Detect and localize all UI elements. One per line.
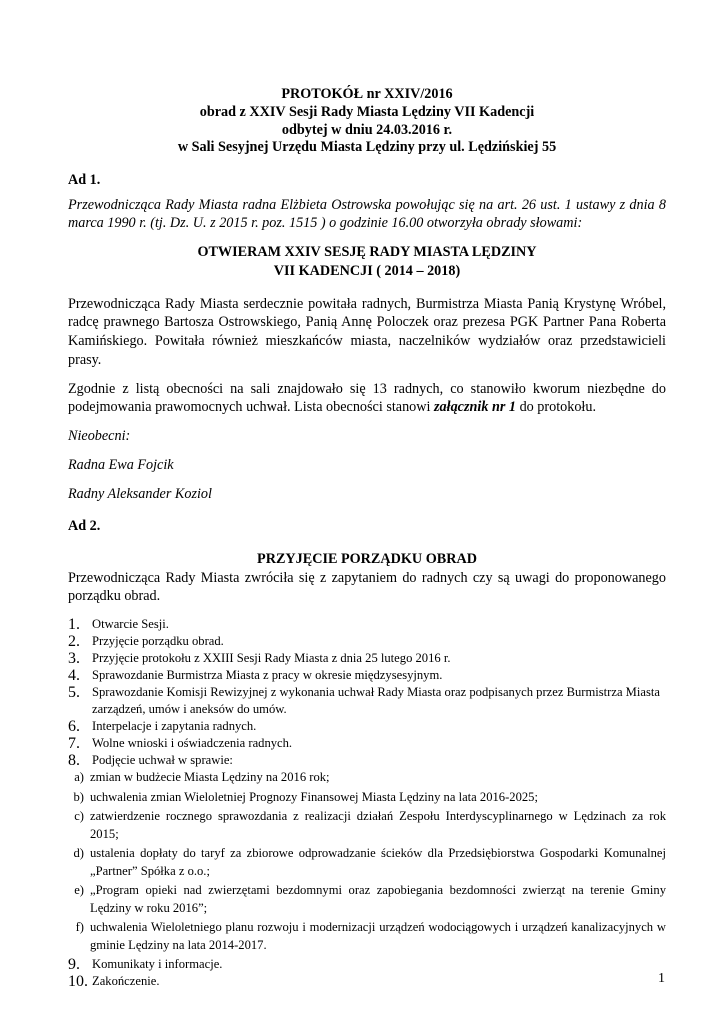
item-text: Otwarcie Sesji. [92, 617, 169, 632]
sub-text: ustalenia dopłaty do taryf za zbiorowe odprowadzanie ścieków dla Przedsiębiorstwa Gospodarki Komunalnej „Partner” Spółka z o.o.; [90, 846, 666, 878]
ad2-title: PRZYJĘCIE PORZĄDKU OBRAD [257, 551, 477, 568]
list-item [68, 667, 666, 684]
list-item [68, 633, 666, 650]
item-text: Zakończenie. [92, 974, 160, 989]
ad1-label: Ad 1. [68, 172, 101, 188]
protocol-title: PROTOKÓŁ nr XXIV/2016 [281, 86, 453, 102]
sub-text: uchwalenia Wieloletniego planu rozwoju i modernizacji urządzeń wodociągowych i urządzeń kanalizacyjnych w gminie Lędziny na lata 2014-2017. [90, 920, 666, 952]
sub-text: uchwalenia zmian Wieloletniej Prognozy Finansowej Miasta Lędziny na lata 2016-2025; [90, 789, 538, 804]
item-text: Komunikaty i informacje. [92, 957, 223, 972]
item-number: 10. [68, 973, 88, 991]
sub-letter: a) [74, 770, 84, 785]
item-number: 8. [68, 752, 80, 770]
sub-text: zmian w budżecie Miasta Lędziny na 2016 rok; [90, 770, 330, 785]
sub-text: zatwierdzenie rocznego sprawozdania z realizacji działań Zespołu Interdyscyplinarnego w Lędzinach za rok 2015; [90, 809, 666, 841]
item-text: Przyjęcie protokołu z XXIII Sesji Rady Miasta z dnia 25 lutego 2016 r. [92, 651, 451, 666]
document-page [68, 86, 666, 990]
attachment-reference: załącznik nr 1 [434, 399, 517, 416]
sublist-item [68, 808, 666, 843]
page-number: 1 [658, 970, 665, 986]
resolution-sublist [68, 769, 666, 954]
item-number: 4. [68, 667, 80, 685]
protocol-subtitle: obrad z XXIV Sesji Rady Miasta Lędziny VII Kadencji [199, 103, 535, 120]
protocol-date: odbytej w dniu 24.03.2016 r. [281, 121, 453, 138]
opening-line-2: VII KADENCJI ( 2014 – 2018) [273, 262, 461, 279]
absent-label: Nieobecni: [68, 428, 131, 445]
quorum-text-end: do protokołu. [516, 399, 597, 416]
list-item [68, 650, 666, 667]
quorum-paragraph [68, 380, 666, 417]
item-number: 2. [68, 633, 80, 651]
absent-person-2: Radny Aleksander Koziol [68, 485, 212, 502]
item-number: 6. [68, 718, 80, 736]
item-text: Wolne wnioski i oświadczenia radnych. [92, 736, 293, 751]
list-item [68, 735, 666, 752]
ad2-label: Ad 2. [68, 518, 101, 535]
ad2-intro: Przewodnicząca Rady Miasta zwróciła się z zapytaniem do radnych czy są uwagi do proponowanego porządku obrad. [68, 569, 666, 605]
sublist-item [68, 919, 666, 954]
item-number: 9. [68, 956, 80, 974]
item-number: 3. [68, 650, 80, 668]
sublist-item [68, 789, 666, 807]
agenda-list [68, 616, 666, 990]
list-item [68, 752, 666, 769]
sublist-item [68, 769, 666, 787]
list-item [68, 616, 666, 633]
list-item [68, 973, 666, 990]
sublist-item [68, 882, 666, 917]
opening-line-1: OTWIERAM XXIV SESJĘ RADY MIASTA LĘDZINY [197, 244, 537, 261]
item-text: Przyjęcie porządku obrad. [92, 634, 224, 649]
sub-text: „Program opieki nad zwierzętami bezdomnymi oraz zapobiegania bezdomności zwierząt na terenie Gminy Lędziny w roku 2016”; [90, 883, 666, 915]
protocol-header [68, 86, 666, 157]
list-item [68, 684, 666, 718]
sublist-item [68, 845, 666, 880]
item-text: Sprawozdanie Komisji Rewizyjnej z wykonania uchwał Rady Miasta oraz podpisanych przez Burmistrza Miasta zarządzeń, umów i aneksów do umów. [92, 685, 660, 717]
item-number: 5. [68, 684, 80, 702]
sub-letter: c) [74, 809, 84, 824]
quorum-text: Zgodnie z listą obecności na sali znajdowało się 13 radnych, co stanowiło kworum niezbędne do podejmowania prawomocnych uchwał. Lista obecności stanowi [68, 380, 666, 416]
absent-person-1: Radna Ewa Fojcik [68, 456, 174, 473]
sub-letter: e) [74, 883, 84, 898]
list-item [68, 718, 666, 735]
list-item [68, 956, 666, 973]
item-number: 7. [68, 735, 80, 753]
welcome-paragraph: Przewodnicząca Rady Miasta serdecznie powitała radnych, Burmistrza Miasta Panią Krystynę Wróbel, radcę prawnego Bartosza Ostrowskiego, Panią Annę Poloczek oraz prezesa PGK Partner Pana Roberta Kamińskiego. Powitała również mieszkańców miasta, naczelników wydziałów oraz przedstawicieli prasy. [68, 295, 666, 368]
item-text: Podjęcie uchwał w sprawie: [92, 753, 233, 768]
item-text: Interpelacje i zapytania radnych. [92, 719, 257, 734]
protocol-location: w Sali Sesyjnej Urzędu Miasta Lędziny przy ul. Lędzińskiej 55 [177, 139, 557, 156]
ad1-intro: Przewodnicząca Rady Miasta radna Elżbieta Ostrowska powołując się na art. 26 ust. 1 ustawy z dnia 8 marca 1990 r. (tj. Dz. U. z 2015 r. poz. 1515 ) o godzinie 16.00 otworzyła obrady słowami: [68, 196, 666, 232]
item-number: 1. [68, 616, 80, 634]
item-text: Sprawozdanie Burmistrza Miasta z pracy w okresie międzysesyjnym. [92, 668, 443, 683]
sub-letter: d) [73, 846, 84, 861]
sub-letter: f) [75, 920, 84, 935]
sub-letter: b) [73, 789, 84, 804]
